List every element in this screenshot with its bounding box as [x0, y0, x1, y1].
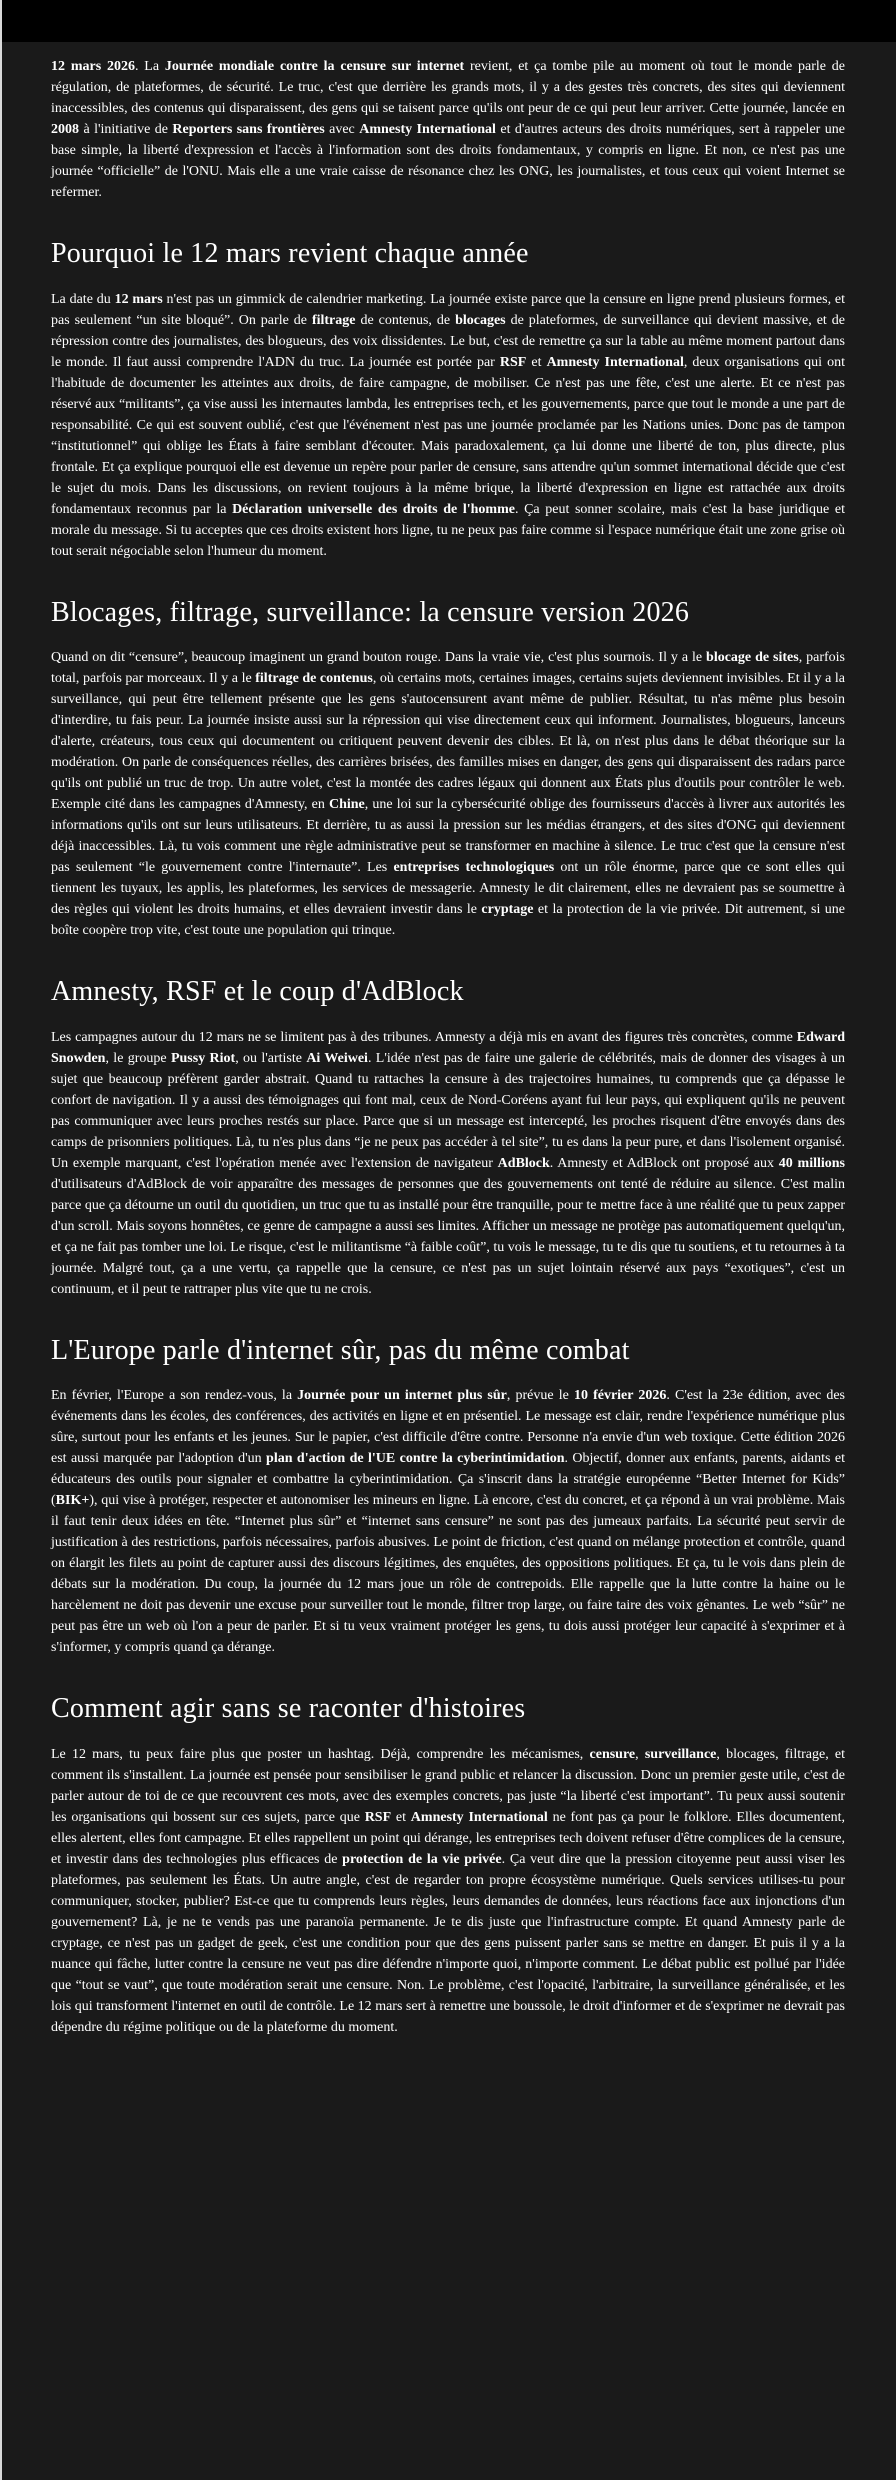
emphasis-text: 10 février 2026	[573, 1388, 667, 1404]
body-text: . Ça veut dire que la pression citoyenne peut aussi viser les plateformes, pas seulement les États. Un autre angle, c'est de regarder ton propre écosystème numérique. Quels services utilises-tu pour communiquer, stocker, publier? Est-ce que tu comprends leurs règles, leurs demandes de données, leurs réactions face aux injonctions d'un gouvernement? Là, je ne te vends pas une paranoïa permanente. Je te dis juste que l'infrastructure compte. Et quand Amnesty parle de cryptage, ce n'est pas un gadget de geek, c'est une condition pour que des gens puissent parler sans se mettre en danger. Et puis il y a la nuance qui fâche, lutter contre la censure ne veut pas dire défendre n'importe quoi, n'importe comment. Le débat public est pollué par l'idée que “tout se vaut”, que toute modération serait une censure. Non. Le problème, c'est l'opacité, l'arbitraire, la surveillance généralisée, et les lois qui transforment l'internet en outil de contrôle. Le 12 mars sert à remettre une boussole, le droit d'informer et de s'exprimer ne devrait pas dépendre du régime politique ou de la plateforme du moment.	[51, 1851, 845, 2035]
emphasis-text: cryptage	[481, 902, 534, 918]
emphasis-text: Edward Snowden	[51, 1029, 845, 1066]
emphasis-text: surveillance	[644, 1746, 717, 1762]
emphasis-text: Journée pour un internet plus sûr	[297, 1388, 507, 1404]
emphasis-text: blocages	[455, 312, 506, 328]
body-text: n'est pas un gimmick de calendrier marketing. La journée existe parce que la censure en ligne prend plusieurs formes, et pas seulement “un site bloqué”. On parle de	[51, 291, 846, 328]
emphasis-text: 40 millions	[778, 1155, 845, 1171]
body-text: et	[391, 1809, 411, 1825]
emphasis-text: 12 mars	[114, 291, 163, 307]
emphasis-text: filtrage de contenus	[255, 671, 373, 687]
section-paragraph	[51, 289, 845, 562]
body-text: et d'autres acteurs des droits numériques, sert à rappeler une base simple, la liberté d'expression et l'accès à l'information sont des droits fondamentaux, y compris en ligne. Et non, ce n'est pas une journée “officielle” de l'ONU. Mais elle a une vraie caisse de résonance chez les ONG, les journalistes, et tous ceux qui voient Internet se refermer.	[51, 122, 845, 200]
section-heading: Pourquoi le 12 mars revient chaque année	[51, 238, 529, 269]
body-text: avec	[324, 122, 360, 137]
body-text: La date du	[51, 291, 115, 307]
body-text: . C'est la 23e édition, avec des événements dans les écoles, des conférences, des activités en ligne et en présentiel. Le message est clair, rendre l'expérience numérique plus sûre, surtout pour les enfants et les jeunes. Sur le papier, c'est difficile d'être contre. Personne n'a envie d'un web toxique. Cette édition 2026 est aussi marquée par l'adoption d'un	[51, 1388, 846, 1467]
article-section	[51, 1334, 845, 1659]
body-text: , prévue le	[506, 1388, 574, 1404]
emphasis-text: RSF	[364, 1809, 392, 1825]
section-heading: L'Europe parle d'internet sûr, pas du même combat	[51, 1334, 630, 1366]
emphasis-text: BIK+	[55, 1493, 90, 1509]
body-text: . Ça peut sonner scolaire, mais c'est la base juridique et morale du message. Si tu acceptes que ces droits existent hors ligne, tu ne peux pas faire comme si l'espace numérique était une zone grise où tout serait négociable selon l'humeur du moment.	[51, 501, 845, 559]
body-text: revient, et ça tombe pile au moment où tout le monde parle de régulation, de plateformes, de sécurité. Le truc, c'est que derrière les grands mots, il y a des gestes très concrets, des sites qui deviennent inaccessibles, des contenus qui disparaissent, des gens qui se taisent parce qu'ils ont peur de ce qui peut leur arriver. Cette journée, lancée en	[51, 59, 845, 116]
body-text: à l'initiative de	[79, 122, 173, 137]
body-text: Le 12 mars, tu peux faire plus que poster un hashtag. Déjà, comprendre les mécanismes,	[51, 1746, 590, 1762]
article-section	[51, 237, 845, 562]
body-text: , blocages, filtrage, et comment ils s'installent. La journée est pensée pour sensibiliser le grand public et relancer la discussion. Donc un premier geste utile, c'est de parler autour de toi de ce que recouvrent ces mots, avec des exemples concrets, pas juste “la liberté c'est important”. Tu peux aussi soutenir les organisations qui bossent sur ces sujets, parce que	[51, 1746, 845, 1825]
emphasis-text: Ai Weiwei	[306, 1050, 368, 1066]
emphasis-text: protection de la vie privée	[342, 1851, 502, 1867]
section-heading: Blocages, filtrage, surveillance: la censure version 2026	[51, 596, 690, 628]
body-text: , deux organisations qui ont l'habitude de documenter les atteintes aux droits, de faire campagne, de mobiliser. Ce n'est pas une fête, c'est une alerte. Et ce n'est pas réservé aux “militants”, ça vise aussi les internautes lambda, les entreprises tech, et les gouvernements, parce que tout le monde a une part de responsabilité. Ce qui est souvent oublié, c'est que l'événement n'est pas une journée proclamée par les Nations unies. Donc pas de tampon “institutionnel” qui oblige les États à faire semblant d'écouter. Mais paradoxalement, ça lui donne une liberté de ton, plus directe, plus frontale. Et ça explique pourquoi elle est devenue un repère pour parler de censure, sans attendre qu'un sommet international décide que c'est le sujet du mois. Dans les discussions, on revient toujours à la même brique, la liberté d'expression en ligne est rattachée aux droits fondamentaux reconnus par la	[51, 354, 845, 517]
emphasis-text: Pussy Riot	[170, 1050, 236, 1066]
body-text: , une loi sur la cybersécurité oblige des fournisseurs d'accès à livrer aux autorités les informations qu'ils ont sur leurs utilisateurs. Et derrière, tu as aussi la pression sur les médias étrangers, et des sites d'ONG qui deviennent déjà inaccessibles. Là, tu vois comment une règle administrative peut se transformer en machine à silence. Le truc c'est que la censure n'est pas seulement “le gouvernement contre l'internaute”. Les	[51, 797, 845, 876]
body-text: En février, l'Europe a son rendez-vous, la	[51, 1388, 298, 1404]
emphasis-text: entreprises technologiques	[393, 860, 555, 876]
article-section	[51, 596, 845, 942]
section-heading: Amnesty, RSF et le coup d'AdBlock	[51, 976, 464, 1008]
intro-paragraph	[51, 56, 845, 203]
body-text: d'utilisateurs d'AdBlock de voir apparaître des messages de personnes que des gouvernements ont tenté de réduire au silence. C'est malin parce que ça détourne un outil du quotidien, un truc que tu as installé pour être tranquille, pour te mettre face à une réalité que tu peux zapper d'un scroll. Mais soyons honnêtes, ce genre de campagne a aussi ses limites. Afficher un message ne protège pas automatiquement quelqu'un, et ça ne fait pas tomber une loi. Le risque, c'est le militantisme “à faible coût”, tu vois le message, tu te dis que tu soutiens, et tu retournes à ta journée. Malgré tout, ça a une vertu, ça rappelle que la censure, ce n'est pas un sujet lointain réservé aux pays “exotiques”, c'est un continuum, et il peut te rattraper plus vite que tu ne crois.	[51, 1176, 845, 1297]
article-section	[51, 975, 845, 1300]
emphasis-text: 12 mars 2026	[51, 59, 135, 74]
body-text: . Amnesty et AdBlock ont proposé aux	[549, 1155, 779, 1171]
body-text: , parfois total, parfois par morceaux. Il y a le	[51, 650, 845, 687]
emphasis-text: Amnesty International	[410, 1809, 548, 1825]
body-text: ont un rôle énorme, parce que ce sont elles qui tiennent les tuyaux, les applis, les plateformes, les services de messagerie. Amnesty le dit clairement, elles ne devraient pas se soumettre à des règles qui violent les droits humains, et elles devraient investir dans le	[51, 860, 845, 918]
emphasis-text: plan d'action de l'UE contre la cyberintimidation	[266, 1451, 565, 1467]
section-paragraph	[51, 1744, 845, 2038]
emphasis-text: Reporters sans frontières	[172, 122, 325, 137]
emphasis-text: RSF	[499, 354, 527, 370]
emphasis-text: Déclaration universelle des droits de l'homme	[232, 501, 515, 517]
emphasis-text: 2008	[51, 122, 79, 137]
body-text: , le groupe	[105, 1050, 171, 1066]
section-paragraph	[51, 647, 845, 941]
body-text: , où certains mots, certaines images, certains sujets deviennent invisibles. Et il y a la surveillance, qui peut être tellement présente que les gens s'autocensurent avant même de publier. Résultat, tu n'as même plus besoin d'interdire, tu fais peur. La journée insiste aussi sur la répression qui vise directement ceux qui informent. Journalistes, blogueurs, lanceurs d'alerte, créateurs, tous ceux qui documentent ou critiquent peuvent devenir des cibles. Et là, on n'est plus dans le débat théorique sur la modération. On parle de conséquences réelles, des carrières brisées, des familles mises en danger, des gens qui disparaissent des radars parce qu'ils ont publié un truc de trop. Un autre volet, c'est la montée des cadres légaux qui donnent aux États plus d'outils pour contrôler le web. Exemple cité dans les campagnes d'Amnesty, en	[51, 671, 845, 813]
body-text: ), qui vise à protéger, respecter et autonomiser les mineurs en ligne. Là encore, c'est du concret, et ça répond à un vrai problème. Mais il faut tenir deux idées en tête. “Internet plus sûr” et “internet sans censure” ne sont pas des jumeaux parfaits. La sécurité peut servir de justification à des restrictions, parfois nécessaires, parfois abusives. Le point de friction, c'est quand on mélange protection et contrôle, quand on élargit les filets au point de capturer aussi des discours légitimes, des enquêtes, des oppositions politiques. Et ça, tu le vois dans plein de débats sur la modération. Du coup, la journée du 12 mars joue un rôle de contrepoids. Elle rappelle que la lutte contre la haine ou le harcèlement ne doit pas devenir une excuse pour surveiller tout le monde, filtrer trop large, ou faire taire des voix gênantes. Le web “sûr” ne peut pas être un web où l'on a peur de parler. Et si tu veux vraiment protéger les gens, tu dois aussi protéger leur capacité à s'exprimer et à s'informer, y compris quand ça dérange.	[51, 1493, 845, 1656]
emphasis-text: censure	[589, 1746, 636, 1762]
body-text: de contenus, de	[355, 312, 456, 328]
emphasis-text: blocage de sites	[706, 650, 799, 666]
body-text: Quand on dit “censure”, beaucoup imaginent un grand bouton rouge. Dans la vraie vie, c'est plus sournois. Il y a le	[51, 650, 707, 666]
article-content	[0, 42, 896, 2128]
left-edge-line	[0, 0, 2, 2480]
emphasis-text: Amnesty International	[546, 354, 684, 370]
body-text: ne font pas ça pour le folklore. Elles documentent, elles alertent, elles font campagne. Et elles rappellent un point qui dérange, les entreprises tech doivent refuser d'être complices de la censure, et investir dans des technologies plus efficaces de	[51, 1809, 845, 1867]
body-text: . La	[134, 59, 165, 74]
body-text: . Objectif, donner aux enfants, parents, aidants et éducateurs des outils pour signaler et combattre la cyberintimidation. Ça s'inscrit dans la stratégie européenne “Better Internet for Kids” (	[51, 1451, 845, 1509]
emphasis-text: filtrage	[311, 312, 356, 328]
body-text: et la protection de la vie privée. Dit autrement, si une boîte coopère trop vite, c'est toute une population qui trinque.	[51, 902, 845, 939]
emphasis-text: Journée mondiale contre la censure sur internet	[164, 59, 465, 74]
body-text: et	[526, 354, 547, 370]
body-text: Les campagnes autour du 12 mars ne se limitent pas à des tribunes. Amnesty a déjà mis en avant des figures très concrètes, comme	[51, 1029, 797, 1045]
section-paragraph	[51, 1385, 845, 1658]
body-text: , ou l'artiste	[235, 1050, 307, 1066]
section-heading: Comment agir sans se raconter d'histoires	[51, 1693, 526, 1725]
emphasis-text: Chine	[328, 797, 365, 813]
top-bar	[0, 0, 896, 42]
sections-container	[51, 237, 845, 2038]
emphasis-text: AdBlock	[497, 1155, 550, 1171]
body-text: . L'idée n'est pas de faire une galerie de célébrités, mais de donner des visages à un sujet que beaucoup préfèrent garder abstrait. Quand tu rattaches la censure à des trajectoires humaines, tu comprends que ça dépasse le confort de navigation. Il y a aussi des témoignages qui font mal, ceux de Nord-Coréens ayant fui leur pays, qui expliquent qu'ils ne peuvent pas communiquer avec leurs proches restés sur place. Parce que si un message est intercepté, les proches risquent d'être envoyés dans des camps de prisonniers politiques. Là, tu n'es plus dans “je ne peux pas accéder à tel site”, tu es dans la peur pure, et dans l'isolement organisé. Un exemple marquant, c'est l'opération menée avec l'extension de navigateur	[51, 1050, 845, 1171]
body-text: de plateformes, de surveillance qui devient massive, et de répression contre des journalistes, des blogueurs, des voix dissidentes. Le but, c'est de remettre ça sur la table au même moment partout dans le monde. Il faut aussi comprendre l'ADN du truc. La journée est portée par	[51, 312, 846, 370]
article-section	[51, 1692, 845, 2038]
emphasis-text: Amnesty International	[359, 122, 496, 137]
section-paragraph	[51, 1027, 845, 1300]
body-text: ,	[635, 1746, 645, 1762]
